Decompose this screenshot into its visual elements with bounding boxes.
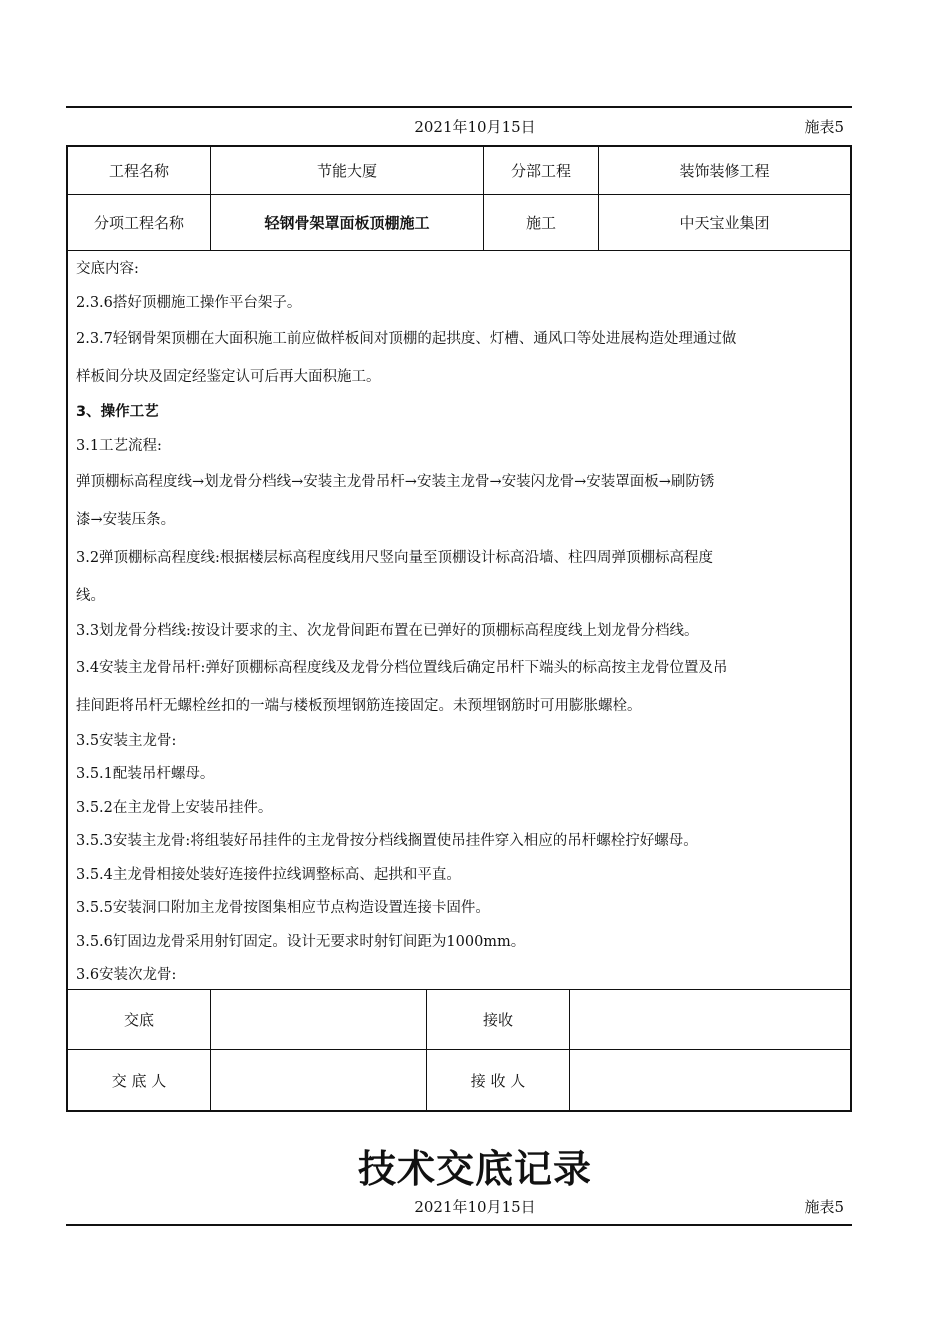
receiver-label: 接 收 人	[427, 1050, 570, 1110]
handover-signature	[211, 990, 427, 1049]
content-line: 2.3.7轻钢骨架顶棚在大面积施工前应做样板间对顶棚的起拱度、灯槽、通风口等处进展构造处理通过做	[76, 331, 737, 347]
next-page-form-number: 施表5	[804, 1198, 844, 1216]
subitem-row	[68, 195, 850, 251]
content-line: 挂间距将吊杆无螺栓丝扣的一端与楼板预埋钢筋连接固定。未预埋钢筋时可用膨胀螺栓。	[76, 697, 642, 714]
date: 2021年10月15日	[414, 118, 536, 136]
content-line: 样板间分块及固定经鉴定认可后再大面积施工。	[76, 369, 381, 385]
construction-label: 施工	[484, 195, 599, 250]
content-line: 3.4安装主龙骨吊杆:弹好顶棚标高程度线及龙骨分档位置线后确定吊杆下端头的标高按主龙骨位置及吊	[76, 659, 728, 676]
person-row	[68, 1050, 850, 1110]
next-page-date: 2021年10月15日	[414, 1198, 536, 1216]
content-line: 2.3.6搭好顶棚施工操作平台架子。	[76, 294, 302, 311]
project-value: 节能大厦	[211, 147, 484, 194]
subitem-label: 分项工程名称	[68, 195, 211, 250]
disclosure-form	[66, 145, 852, 1112]
content-line: 3.5.5安装洞口附加主龙骨按图集相应节点构造设置连接卡固件。	[76, 900, 490, 916]
disclosure-content	[76, 253, 844, 993]
handover-row	[68, 989, 850, 1050]
content-line: 线。	[76, 588, 105, 604]
content-line: 3.5.2在主龙骨上安装吊挂件。	[76, 799, 273, 816]
content-line: 漆→安装压条。	[76, 512, 176, 528]
project-label: 工程名称	[68, 147, 211, 194]
receiver-signature	[570, 1050, 850, 1110]
project-row	[68, 147, 850, 195]
section-heading: 3、操作工艺	[76, 404, 159, 420]
handover-person-label: 交 底 人	[68, 1050, 211, 1110]
division-value: 装饰装修工程	[679, 162, 770, 180]
division-label: 分部工程	[484, 147, 599, 194]
receive-label: 接收	[427, 990, 570, 1049]
handover-label: 交底	[68, 990, 211, 1049]
handover-person-signature	[211, 1050, 427, 1110]
bottom-rule	[66, 1224, 852, 1226]
content-line: 3.5.6钉固边龙骨采用射钉固定。设计无要求时射钉间距为1000mm。	[76, 933, 526, 950]
content-line: 交底内容:	[76, 261, 139, 277]
construction-value: 中天宝业集团	[679, 214, 770, 232]
content-line: 3.5.3安装主龙骨:将组装好吊挂件的主龙骨按分档线搁置使吊挂件穿入相应的吊杆螺栓拧好螺母。	[76, 833, 698, 849]
content-line: 3.2弹顶棚标高程度线:根据楼层标高程度线用尺竖向量至顶棚设计标高沿墙、柱四周弹顶棚标高程度	[76, 550, 713, 566]
receive-signature	[570, 990, 850, 1049]
page-title: 技术交底记录	[357, 1147, 592, 1191]
content-line: 3.5.4主龙骨相接处装好连接件拉线调整标高、起拱和平直。	[76, 866, 461, 883]
content-line: 3.6安装次龙骨:	[76, 967, 177, 983]
content-line: 3.5.1配装吊杆螺母。	[76, 766, 215, 782]
form-number: 施表5	[804, 118, 844, 136]
content-line: 3.3划龙骨分档线:按设计要求的主、次龙骨间距布置在已弹好的顶棚标高程度线上划龙骨分档线。	[76, 623, 699, 639]
top-rule	[66, 106, 852, 108]
subitem-value: 轻钢骨架罩面板顶棚施工	[211, 195, 484, 250]
content-line: 3.5安装主龙骨:	[76, 732, 177, 749]
content-line: 弹顶棚标高程度线→划龙骨分档线→安装主龙骨吊杆→安装主龙骨→安装闪龙骨→安装罩面板→刷防锈	[76, 474, 715, 490]
content-line: 3.1工艺流程:	[76, 437, 162, 454]
